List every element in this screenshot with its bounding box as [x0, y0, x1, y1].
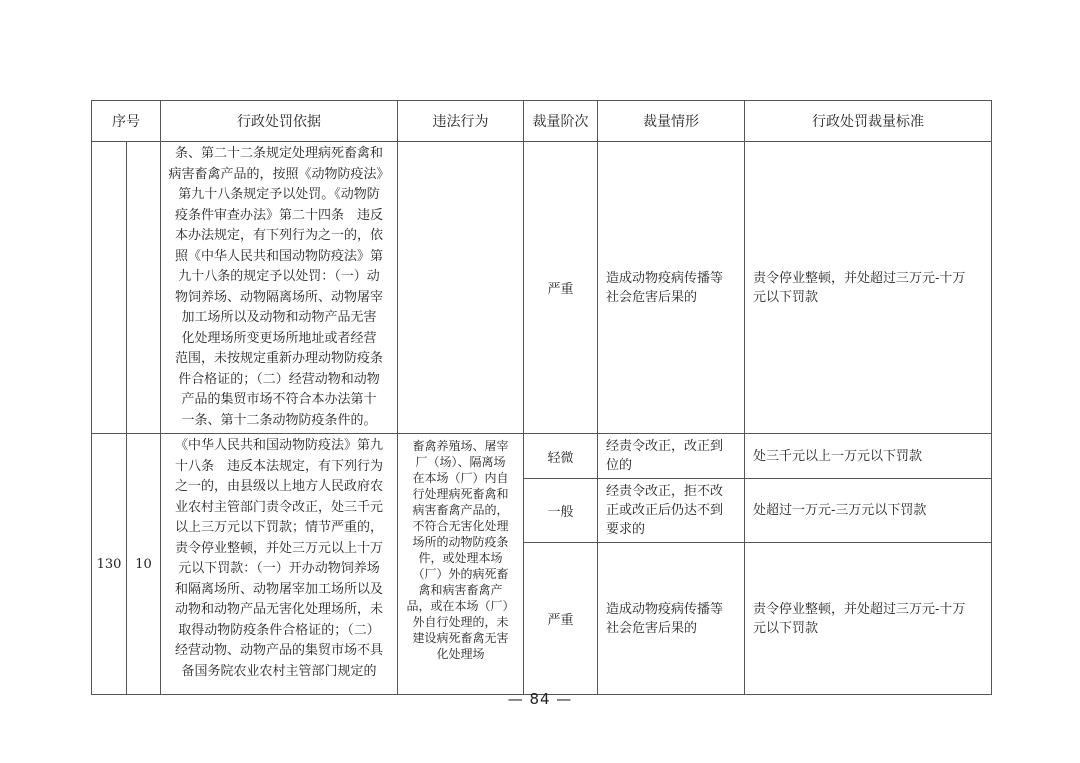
basis-line: 本办法规定，有下列行为之一的，依 — [174, 228, 383, 243]
standard-cell — [745, 479, 992, 543]
standard-line: 元以下罚款 — [753, 620, 819, 636]
act-cell — [398, 142, 524, 434]
basis-line: 取得动物防疫条件合格证的；（二） — [178, 622, 380, 638]
basis-line: 备国务院农业农村主管部门规定的 — [181, 663, 377, 679]
situation-line: 社会危害后果的 — [606, 620, 698, 636]
basis-line: 以上三万元以下罚款；情节严重的， — [174, 520, 383, 535]
situation-cell — [598, 479, 745, 543]
situation-line: 经责令改正，改正到 — [606, 439, 724, 454]
table-row — [92, 142, 992, 434]
standard-line: 元以下罚款 — [753, 289, 819, 305]
basis-line: 加工场所以及动物和动物产品无害 — [181, 310, 377, 325]
act-line: （厂）外的病死畜 — [412, 567, 509, 581]
basis-line: 和隔离场所、动物屠宰加工场所以及 — [174, 581, 383, 597]
act-line: 禽和病害畜禽产 — [418, 583, 503, 597]
act-cell — [398, 434, 524, 695]
basis-line: 业农村主管部门责令改正，处三千元 — [174, 499, 383, 515]
header-basis: 行政处罚依据 — [161, 101, 398, 142]
act-line: 建设病死畜禽无害 — [412, 631, 509, 645]
basis-line: 照《中华人民共和国动物防疫法》第 — [174, 248, 383, 264]
act-line: 化处理场 — [436, 647, 485, 661]
basis-line: 范围，未按规定重新办理动物防疫条 — [174, 351, 383, 366]
sub-no-cell: 10 — [127, 434, 161, 695]
basis-line: 一条、第十二条动物防疫条件的。 — [181, 412, 377, 428]
basis-line: 疫条件审查办法》第二十四条 违反 — [174, 207, 383, 223]
basis-line: 化处理场所变更场所地址或者经营 — [181, 330, 377, 346]
act-line: 在本场（厂）内自 — [412, 471, 509, 485]
situation-line: 造成动物疫病传播等 — [606, 601, 724, 617]
header-no: 序号 — [92, 101, 161, 142]
level-cell: 严重 — [524, 142, 598, 434]
basis-line: 件合格证的；（二）经营动物和动物 — [178, 371, 380, 387]
act-line: 场所的动物防疫条 — [412, 535, 509, 549]
act-line: 病害畜禽产品的， — [412, 503, 509, 517]
situation-line: 经责令改正，拒不改 — [606, 484, 724, 499]
standard-line: 处超过一万元-三万元以下罚款 — [753, 503, 927, 518]
sub-no-cell — [127, 142, 161, 434]
penalty-standards-table — [91, 100, 992, 695]
level-cell: 一般 — [524, 479, 598, 543]
header-situation: 裁量情形 — [598, 101, 745, 142]
act-line: 行处理病死畜禽和 — [412, 487, 509, 501]
basis-cell — [161, 434, 398, 695]
basis-line: 产品的集贸市场不符合本办法第十 — [181, 392, 377, 407]
basis-line: 第九十八条规定予以处罚。《动物防 — [178, 187, 380, 202]
basis-line: 经营动物、动物产品的集贸市场不具 — [174, 643, 383, 658]
situation-cell — [598, 142, 745, 434]
act-line: 品，或在本场（厂） — [406, 599, 515, 613]
table-header-row — [92, 101, 992, 142]
standard-cell — [745, 543, 992, 695]
basis-line: 《中华人民共和国动物防疫法》第九 — [174, 438, 383, 453]
standard-line: 处三千元以上一万元以下罚款 — [753, 448, 923, 464]
standard-line: 责令停业整顿，并处超过三万元-十万 — [753, 270, 966, 286]
situation-cell — [598, 543, 745, 695]
act-line: 厂（场）、隔离场 — [415, 455, 506, 469]
act-line: 不符合无害化处理 — [412, 519, 509, 533]
header-level: 裁量阶次 — [524, 101, 598, 142]
header-act: 违法行为 — [398, 101, 524, 142]
table-row — [92, 434, 992, 479]
level-cell: 轻微 — [524, 434, 598, 479]
basis-line: 十八条 违反本法规定，有下列行为 — [174, 458, 383, 474]
standard-cell — [745, 142, 992, 434]
page-number: — 84 — — [507, 690, 573, 708]
situation-line: 造成动物疫病传播等 — [606, 270, 724, 286]
act-line: 件，或处理本场 — [418, 551, 503, 565]
no-cell — [92, 142, 127, 434]
situation-line: 要求的 — [606, 522, 646, 537]
basis-line: 九十八条的规定予以处罚：（一）动 — [178, 269, 380, 284]
standard-cell — [745, 434, 992, 479]
basis-line: 病害畜禽产品的，按照《动物防疫法》 — [168, 166, 390, 182]
situation-cell — [598, 434, 745, 479]
basis-line: 责令停业整顿，并处三万元以上十万 — [174, 540, 383, 556]
no-cell: 130 — [92, 434, 127, 695]
situation-line: 社会危害后果的 — [606, 289, 698, 305]
act-line: 外自行处理的，未 — [412, 615, 509, 629]
situation-line: 正或改正后仍达不到 — [606, 503, 724, 518]
header-standard: 行政处罚裁量标准 — [745, 101, 992, 142]
standard-line: 责令停业整顿，并处超过三万元-十万 — [753, 601, 966, 617]
basis-line: 物饲养场、动物隔离场所、动物屠宰 — [174, 289, 383, 305]
basis-line: 条、第二十二条规定处理病死畜禽和 — [174, 146, 383, 161]
basis-line: 元以下罚款：（一）开办动物饲养场 — [178, 561, 380, 576]
situation-line: 位的 — [606, 458, 633, 473]
act-line: 畜禽养殖场、屠宰 — [412, 439, 509, 453]
basis-cell — [161, 142, 398, 434]
basis-line: 之一的，由县级以上地方人民政府农 — [174, 479, 383, 494]
basis-line: 动物和动物产品无害化处理场所，未 — [174, 602, 383, 617]
level-cell: 严重 — [524, 543, 598, 695]
